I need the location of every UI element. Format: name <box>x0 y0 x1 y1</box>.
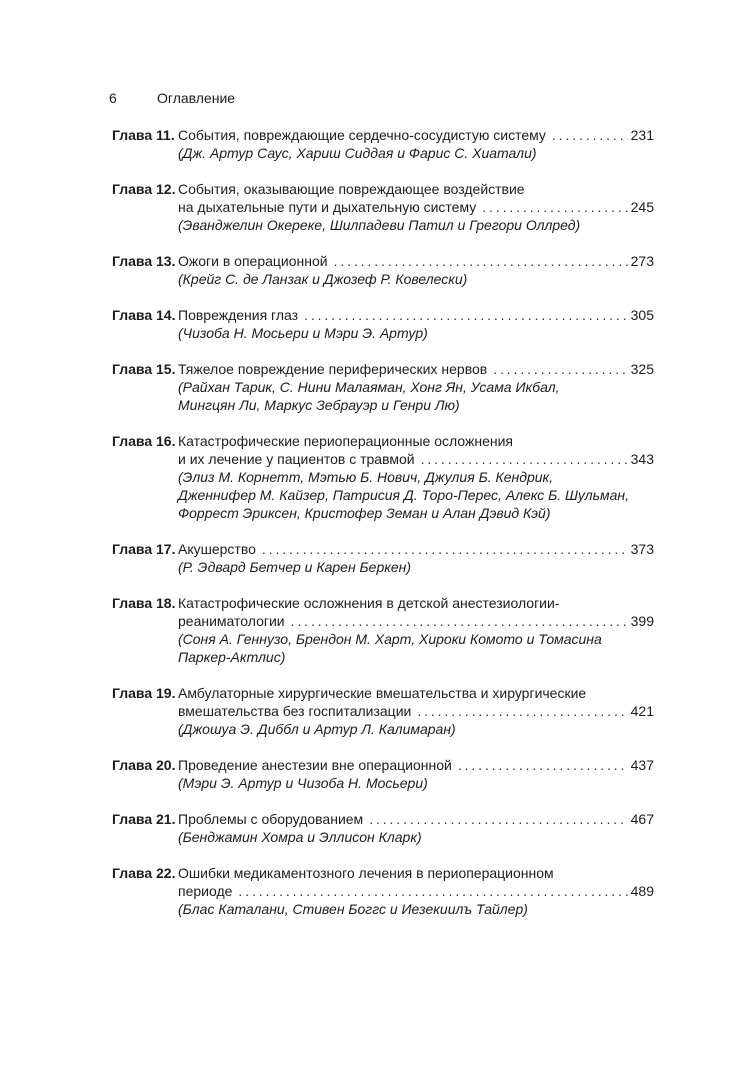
table-of-contents <box>112 126 654 918</box>
section-title: Оглавление <box>157 90 236 106</box>
chapter-authors-continued: Форрест Эриксен, Кристофер Земан и Алан Дэвид Кэй) <box>178 505 551 521</box>
page-ref: 399 <box>630 613 654 629</box>
toc-entry-chapter-15[interactable] <box>112 360 654 414</box>
chapter-authors: (Дж. Артур Саус, Хариш Сиддая и Фарис С. Хиатали) <box>178 145 537 161</box>
chapter-authors: (Крейг С. де Ланзак и Джозеф Р. Ковелески) <box>178 271 468 287</box>
dot-leader <box>482 198 627 216</box>
page-ref: 245 <box>630 199 654 215</box>
dot-leader <box>369 810 627 828</box>
chapter-title-continued: реаниматологии <box>178 613 285 629</box>
chapter-label: Глава 12. <box>112 181 176 197</box>
chapter-label: Глава 22. <box>112 865 176 881</box>
chapter-authors-continued: Мингцян Ли, Маркус Зебрауэр и Генри Лю) <box>178 397 460 413</box>
chapter-authors: (Джошуа Э. Диббл и Артур Л. Калимаран) <box>178 721 456 737</box>
dot-leader <box>421 450 628 468</box>
dot-leader <box>493 360 627 378</box>
chapter-title: Проведение анестезии вне операционной <box>178 757 452 773</box>
chapter-title: Катастрофические осложнения в детской анестезиологии- <box>178 595 560 611</box>
toc-entry-chapter-18[interactable] <box>112 594 654 666</box>
dot-leader <box>304 306 628 324</box>
toc-entry-chapter-13[interactable] <box>112 252 654 288</box>
page-number: 6 <box>109 90 117 106</box>
toc-entry-chapter-17[interactable] <box>112 540 654 576</box>
toc-entry-chapter-14[interactable] <box>112 306 654 342</box>
dot-leader <box>238 882 627 900</box>
page-ref: 421 <box>630 703 654 719</box>
dot-leader <box>262 540 628 558</box>
chapter-authors: (Р. Эдвард Бетчер и Карен Беркен) <box>178 559 411 575</box>
toc-entry-chapter-22[interactable] <box>112 864 654 918</box>
toc-entry-chapter-20[interactable] <box>112 756 654 792</box>
page-ref: 437 <box>630 757 654 773</box>
page-ref: 467 <box>630 811 654 827</box>
chapter-label: Глава 15. <box>112 361 176 377</box>
chapter-authors-continued: Дженнифер М. Кайзер, Патрисия Д. Торо-Перес, Алекс Б. Шульман, <box>178 487 630 503</box>
chapter-authors: (Чизоба Н. Мосьери и Мэри Э. Артур) <box>178 325 428 341</box>
dot-leader <box>291 612 628 630</box>
page-ref: 343 <box>630 451 654 467</box>
chapter-label: Глава 21. <box>112 811 176 827</box>
toc-entry-chapter-16[interactable] <box>112 432 654 522</box>
chapter-title: Проблемы с оборудованием <box>178 811 364 827</box>
chapter-authors: (Элиз М. Корнетт, Мэтью Б. Нович, Джулия Б. Кендрик, <box>178 469 554 485</box>
chapter-authors-continued: Паркер-Актлис) <box>178 649 286 665</box>
chapter-title: События, повреждающие сердечно-сосудистую систему <box>178 127 546 143</box>
page-ref: 325 <box>630 361 654 377</box>
chapter-title: Акушерство <box>178 541 256 557</box>
page-ref: 273 <box>630 253 654 269</box>
running-head <box>109 89 669 107</box>
dot-leader <box>552 126 628 144</box>
chapter-title-continued: вмешательства без госпитализации <box>178 703 412 719</box>
toc-entry-chapter-12[interactable] <box>112 180 654 234</box>
chapter-label: Глава 14. <box>112 307 176 323</box>
chapter-title: Тяжелое повреждение периферических нервов <box>178 361 488 377</box>
chapter-authors: (Бенджамин Хомра и Эллисон Кларк) <box>178 829 422 845</box>
dot-leader <box>334 252 628 270</box>
chapter-title: Ожоги в операционной <box>178 253 328 269</box>
chapter-title: Повреждения глаз <box>178 307 299 323</box>
chapter-title: Ошибки медикаментозного лечения в периоперационном <box>178 865 554 881</box>
page-ref: 305 <box>630 307 654 323</box>
chapter-title: События, оказывающие повреждающее воздействие <box>178 181 525 197</box>
chapter-title-continued: на дыхательные пути и дыхательную систему <box>178 199 477 215</box>
chapter-title-continued: и их лечение у пациентов с травмой <box>178 451 415 467</box>
toc-entry-chapter-19[interactable] <box>112 684 654 738</box>
chapter-label: Глава 17. <box>112 541 176 557</box>
toc-entry-chapter-21[interactable] <box>112 810 654 846</box>
chapter-label: Глава 19. <box>112 685 176 701</box>
chapter-label: Глава 13. <box>112 253 176 269</box>
chapter-title: Катастрофические периоперационные осложнения <box>178 433 513 449</box>
page-ref: 373 <box>630 541 654 557</box>
chapter-title-continued: периоде <box>178 883 233 899</box>
chapter-authors: (Блас Каталани, Стивен Боггс и Иезекиилъ Тайлер) <box>178 901 528 917</box>
chapter-authors: (Райхан Тарик, С. Нини Малаяман, Хонг Ян, Усама Икбал, <box>178 379 560 395</box>
dot-leader <box>417 702 627 720</box>
dot-leader <box>458 756 628 774</box>
chapter-authors: (Эванджелин Окереке, Шилпадеви Патил и Грегори Оллред) <box>178 217 581 233</box>
chapter-authors: (Мэри Э. Артур и Чизоба Н. Мосьери) <box>178 775 428 791</box>
chapter-label: Глава 20. <box>112 757 176 773</box>
chapter-authors: (Соня А. Геннузо, Брендон М. Харт, Хироки Комото и Томасина <box>178 631 602 647</box>
toc-entry-chapter-11[interactable] <box>112 126 654 162</box>
page-ref: 489 <box>630 883 654 899</box>
chapter-label: Глава 16. <box>112 433 176 449</box>
chapter-label: Глава 11. <box>112 127 175 143</box>
page-ref: 231 <box>630 127 654 143</box>
chapter-label: Глава 18. <box>112 595 176 611</box>
chapter-title: Амбулаторные хирургические вмешательства и хирургические <box>178 685 587 701</box>
